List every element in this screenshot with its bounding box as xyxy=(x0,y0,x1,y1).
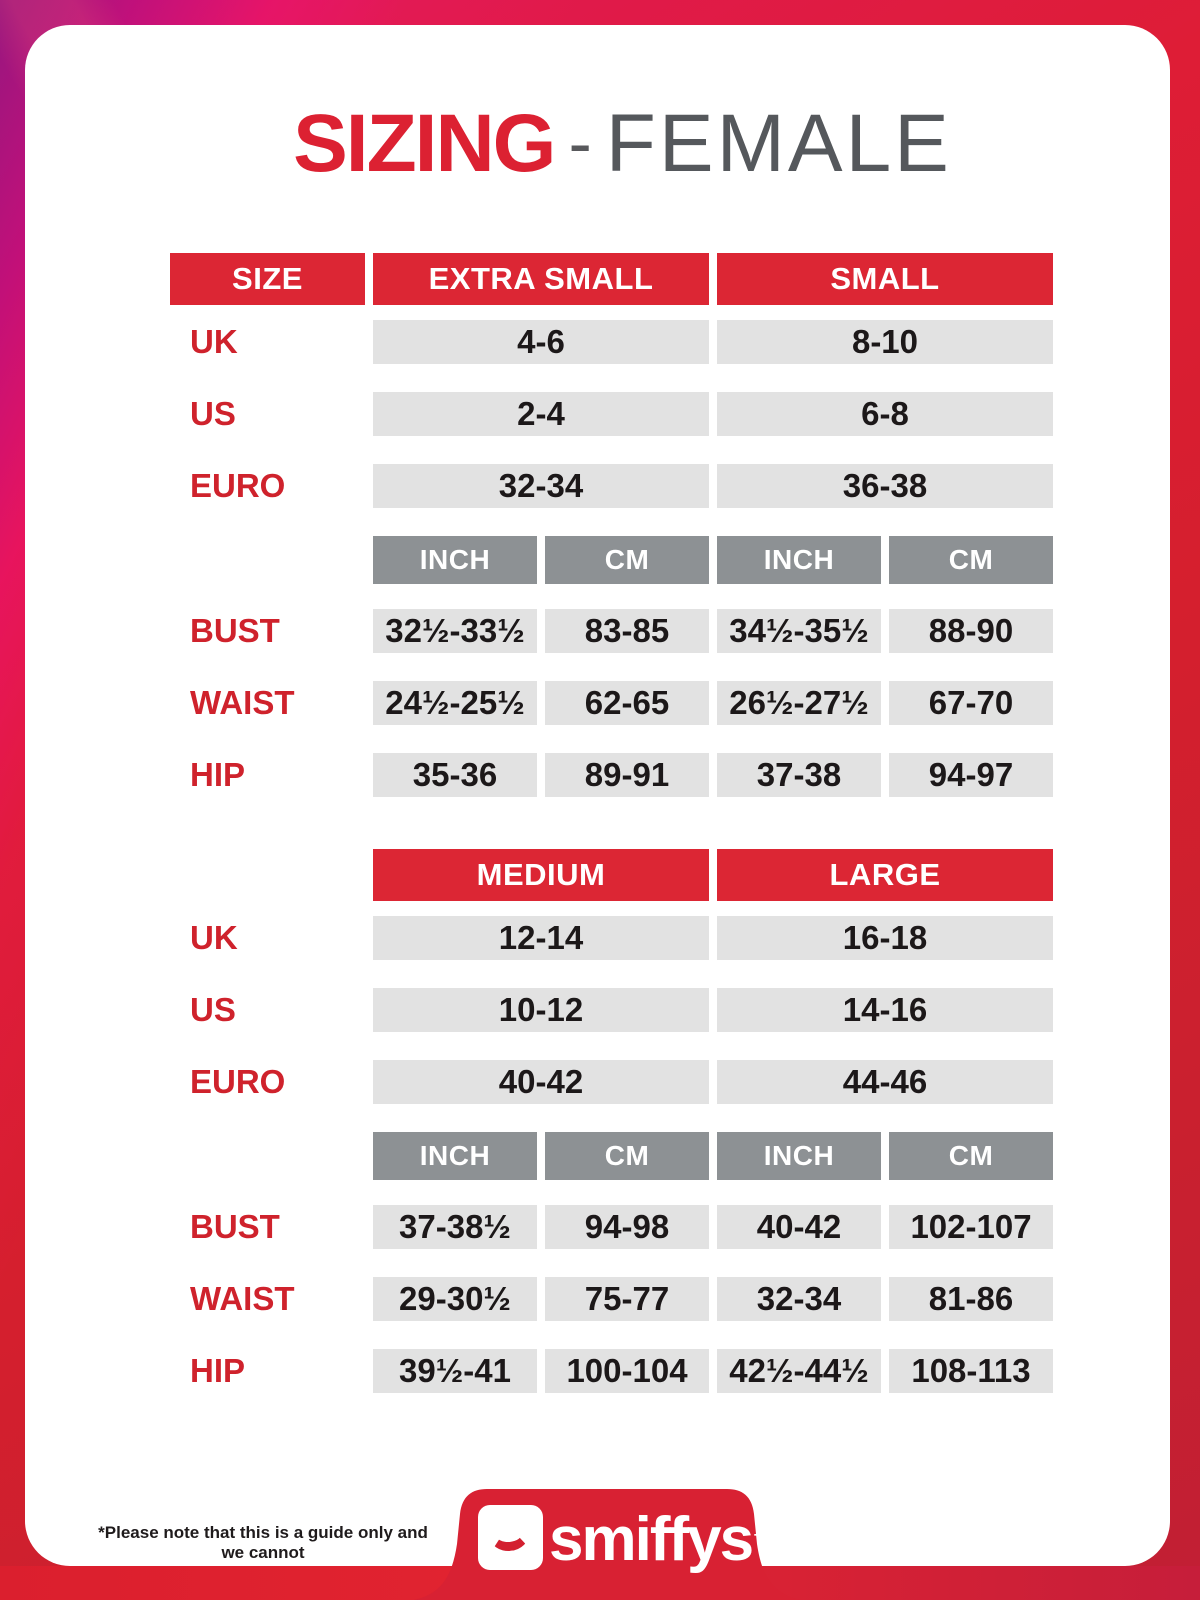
table-cell: 36-38 xyxy=(717,464,1053,508)
size-table-m-l xyxy=(170,849,1054,1393)
table-cell: 29-30½ xyxy=(373,1277,537,1321)
smiffys-logo-text xyxy=(549,1504,774,1575)
table-cell: 102-107 xyxy=(889,1205,1053,1249)
row-label-waist: WAIST xyxy=(190,1280,295,1317)
unit-header-cm: CM xyxy=(889,536,1053,584)
unit-header-cm: CM xyxy=(889,1132,1053,1180)
table-cell: 81-86 xyxy=(889,1277,1053,1321)
unit-header-cm: CM xyxy=(545,536,709,584)
table-cell: 2-4 xyxy=(373,392,709,436)
table-cell: 88-90 xyxy=(889,609,1053,653)
trademark-symbol: TM xyxy=(754,1531,776,1549)
title-female: FEMALE xyxy=(605,98,952,189)
table-cell: 12-14 xyxy=(373,916,709,960)
table-cell: 75-77 xyxy=(545,1277,709,1321)
table-cell: 10-12 xyxy=(373,988,709,1032)
table-cell: 32-34 xyxy=(717,1277,881,1321)
table-cell: 67-70 xyxy=(889,681,1053,725)
table-cell: 34½-35½ xyxy=(717,609,881,653)
row-label-uk: UK xyxy=(190,323,238,360)
logo-wordmark: smiffys xyxy=(549,1505,753,1574)
table-cell: 108-113 xyxy=(889,1349,1053,1393)
table-cell: 14-16 xyxy=(717,988,1053,1032)
header-small: SMALL xyxy=(717,253,1053,305)
row-label-us: US xyxy=(190,395,236,432)
table-cell: 35-36 xyxy=(373,753,537,797)
row-label-waist: WAIST xyxy=(190,684,295,721)
unit-header-inch: INCH xyxy=(373,1132,537,1180)
row-label-euro: EURO xyxy=(190,1063,286,1100)
header-extra-small: EXTRA SMALL xyxy=(373,253,709,305)
row-label-uk: UK xyxy=(190,919,238,956)
row-label-bust: BUST xyxy=(190,612,280,649)
table-cell: 32½-33½ xyxy=(373,609,537,653)
table-cell: 89-91 xyxy=(545,753,709,797)
table-cell: 94-97 xyxy=(889,753,1053,797)
row-label-bust: BUST xyxy=(190,1208,280,1245)
header-medium: MEDIUM xyxy=(373,849,709,901)
table-cell: 37-38 xyxy=(717,753,881,797)
table-cell: 4-6 xyxy=(373,320,709,364)
size-table-xs-s xyxy=(170,253,1054,797)
unit-header-inch: INCH xyxy=(717,1132,881,1180)
row-label-euro: EURO xyxy=(190,467,286,504)
table-cell: 16-18 xyxy=(717,916,1053,960)
table-cell: 44-46 xyxy=(717,1060,1053,1104)
unit-header-inch: INCH xyxy=(373,536,537,584)
disclaimer-line-1: *Please note that this is a guide only and we cannot xyxy=(98,1523,428,1562)
smiffys-smile-icon xyxy=(478,1505,543,1570)
table-cell: 100-104 xyxy=(545,1349,709,1393)
table-cell: 94-98 xyxy=(545,1205,709,1249)
table-cell: 40-42 xyxy=(717,1205,881,1249)
unit-header-inch: INCH xyxy=(717,536,881,584)
table-cell: 26½-27½ xyxy=(717,681,881,725)
title-sizing: SIZING xyxy=(293,98,555,189)
row-label-hip: HIP xyxy=(190,756,246,793)
row-label-us: US xyxy=(190,991,236,1028)
table-cell: 32-34 xyxy=(373,464,709,508)
table-cell: 83-85 xyxy=(545,609,709,653)
table-cell: 42½-44½ xyxy=(717,1349,881,1393)
table-cell: 24½-25½ xyxy=(373,681,537,725)
title-dash: - xyxy=(568,104,592,182)
smile-arc xyxy=(488,1515,531,1552)
unit-header-cm: CM xyxy=(545,1132,709,1180)
table-cell: 6-8 xyxy=(717,392,1053,436)
table-cell: 39½-41 xyxy=(373,1349,537,1393)
table-cell: 40-42 xyxy=(373,1060,709,1104)
table-cell: 8-10 xyxy=(717,320,1053,364)
page-title xyxy=(50,97,1195,191)
sizing-card xyxy=(25,25,1170,1566)
table-cell: 62-65 xyxy=(545,681,709,725)
header-large: LARGE xyxy=(717,849,1053,901)
header-size: SIZE xyxy=(170,253,365,305)
table-cell: 37-38½ xyxy=(373,1205,537,1249)
row-label-hip: HIP xyxy=(190,1352,246,1389)
